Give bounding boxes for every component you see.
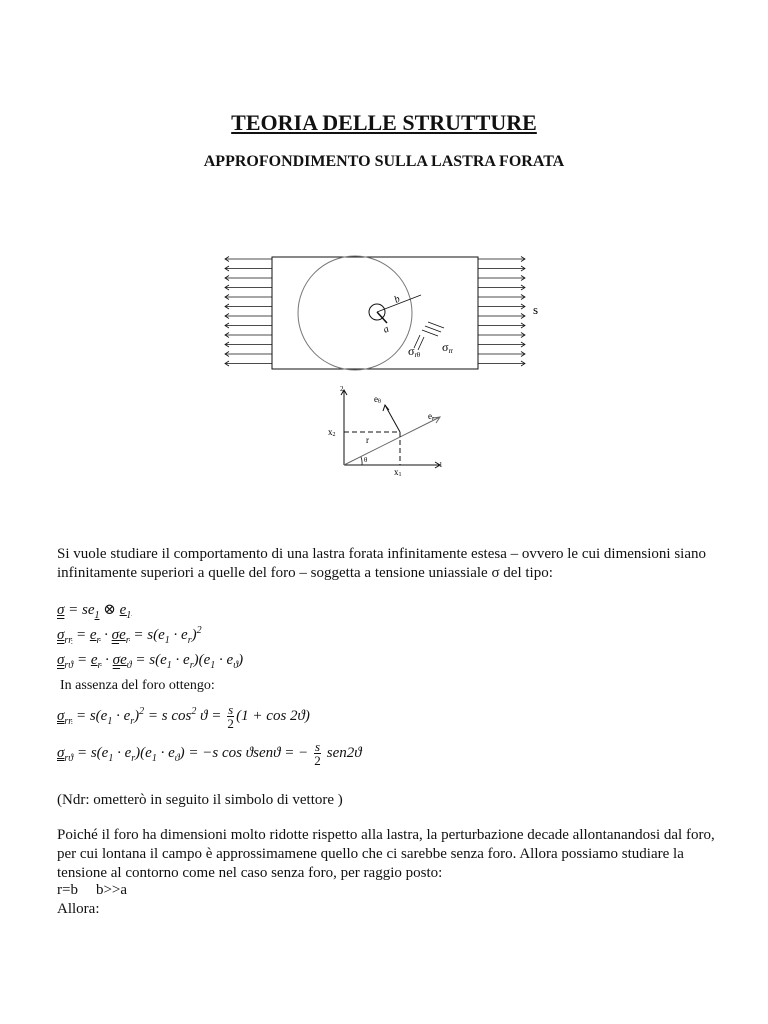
a-label: a <box>381 323 391 336</box>
absence-text: In assenza del foro ottengo: <box>60 678 215 693</box>
b-label: b <box>392 293 402 306</box>
stress-arrows <box>414 322 444 350</box>
radius-condition <box>57 881 717 900</box>
s-label: s <box>533 302 539 317</box>
right-traction-arrows <box>478 257 525 367</box>
sigma-rr-label: σrr <box>442 340 454 355</box>
equation-2: $\sigma_{rr} = e_r \cdot \sigma e_r = s(e_1 \cdot e_r)^2$ <box>57 625 202 646</box>
sigma-rtheta-label: σrθ <box>408 344 421 359</box>
x1-label: x1 <box>394 467 402 478</box>
theta-label: θ <box>364 456 368 464</box>
left-traction-arrows <box>225 257 272 367</box>
equation-3: $\sigma_{rϑ} = e_r \cdot \sigma e_ϑ = s(e_1 \cdot e_r)(e_1 \cdot e_ϑ)$ <box>57 652 244 671</box>
coordinate-system-figure <box>318 385 458 480</box>
r-equals-b: r=b <box>57 882 78 898</box>
ndr-note: (Ndr: ometterò in seguito il simbolo di vettore ) <box>57 792 343 808</box>
plate-with-hole-figure <box>215 245 555 375</box>
document-title: TEORIA DELLE STRUTTURE <box>231 110 537 135</box>
equation-4: $\sigma_{rr} = s(e_1 \cdot e_r)^2 = s$ $\cos^2 ϑ$ = $\frac{s}{2}$ (1 + cos 2ϑ) <box>57 702 310 731</box>
r-label: r <box>366 435 369 445</box>
e-theta-vector <box>385 405 400 432</box>
e-theta-label: eθ <box>374 394 381 405</box>
equation-1: $\sigma = se_1$ ⊗ $e_1$ <box>57 602 132 621</box>
axis-2-label: 2 <box>340 385 344 393</box>
outer-circle-b <box>298 256 412 370</box>
intro-paragraph: Si vuole studiare il comportamento di una lastra forata infinitamente estesa – ovvero le cui dimensioni siano infinitamente superiori a quelle del foro – soggetta a tensione uniassiale σ del tipo: <box>57 546 706 581</box>
e-r-label: er <box>428 411 434 422</box>
allora-text: Allora: <box>57 901 100 917</box>
radius-line <box>344 417 440 465</box>
radius-a-line <box>377 312 387 323</box>
x2-label: x2 <box>328 427 336 438</box>
theta-arc <box>361 457 362 465</box>
b-much-greater-a: b>>a <box>95 882 128 898</box>
explanation-paragraph: Poiché il foro ha dimensioni molto ridotte rispetto alla lastra, la perturbazione decade allontanandosi dal foro, per cui lontana il campo è approssimamene quello che ci sarebbe senza foro. Allora possiamo studiare la tensione al contorno come nel caso senza foro, per raggio posto: <box>57 827 715 881</box>
document-subtitle: APPROFONDIMENTO SULLA LASTRA FORATA <box>203 153 565 170</box>
axis-1-label: 1 <box>439 461 443 469</box>
equation-5: $\sigma_{rϑ} = s(e_1 \cdot e_r)(e_1 \cdot e_ϑ) = -s$ cos ϑsenϑ = − $\frac{s}{2}$ sen2ϑ <box>57 739 362 768</box>
